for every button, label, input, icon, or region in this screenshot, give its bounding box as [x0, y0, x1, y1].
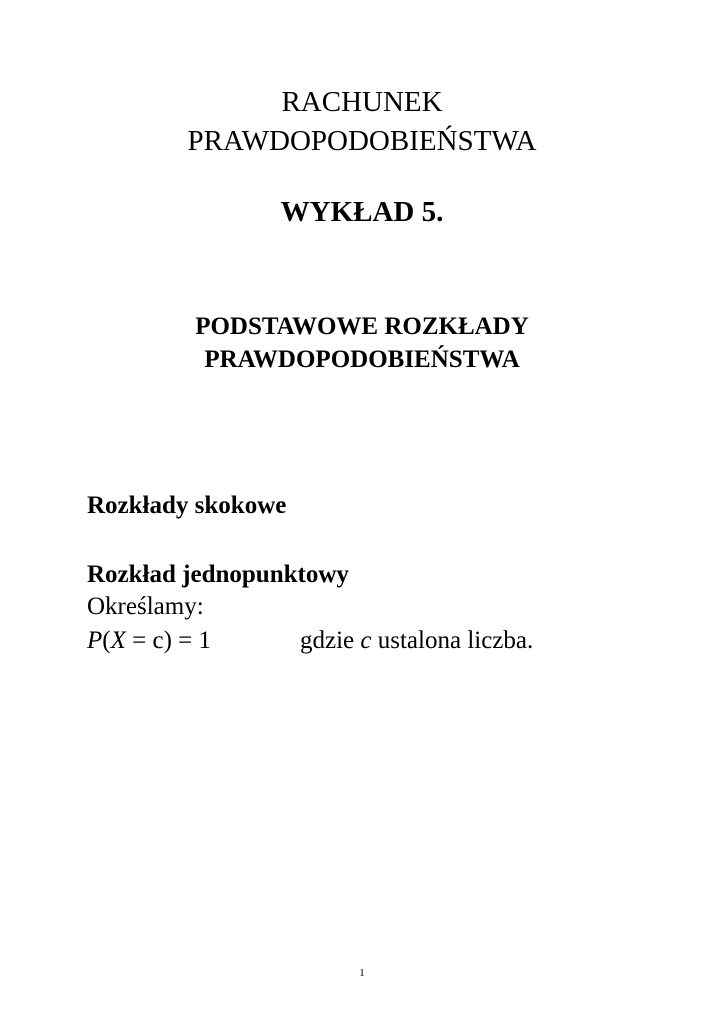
- formula: [87, 627, 211, 655]
- formula-note: [300, 627, 533, 655]
- formula-open-paren: (: [102, 627, 111, 654]
- formula-p: P: [87, 627, 103, 654]
- formula-x: X: [110, 627, 126, 654]
- course-title-line-1: RACHUNEK: [281, 86, 443, 118]
- topic-title-line-2: PRAWDOPODOBIEŃSTWA: [204, 346, 520, 373]
- subsection-heading: Rozkład jednopunktowy: [87, 561, 349, 588]
- course-title-line-2: PRAWDOPODOBIEŃSTWA: [187, 125, 537, 157]
- topic-title-line-1: PODSTAWOWE ROZKŁADY: [195, 313, 529, 340]
- section-heading: Rozkłady skokowe: [87, 492, 287, 519]
- formula-note-prefix: gdzie: [300, 627, 361, 654]
- intro-text: Określamy:: [87, 593, 204, 620]
- page-number: 1: [359, 967, 365, 979]
- lecture-title: WYKŁAD 5.: [280, 196, 444, 228]
- formula-equation: = c) = 1: [125, 627, 212, 654]
- formula-note-variable: c: [360, 627, 372, 654]
- formula-note-suffix: ustalona liczba.: [371, 627, 534, 654]
